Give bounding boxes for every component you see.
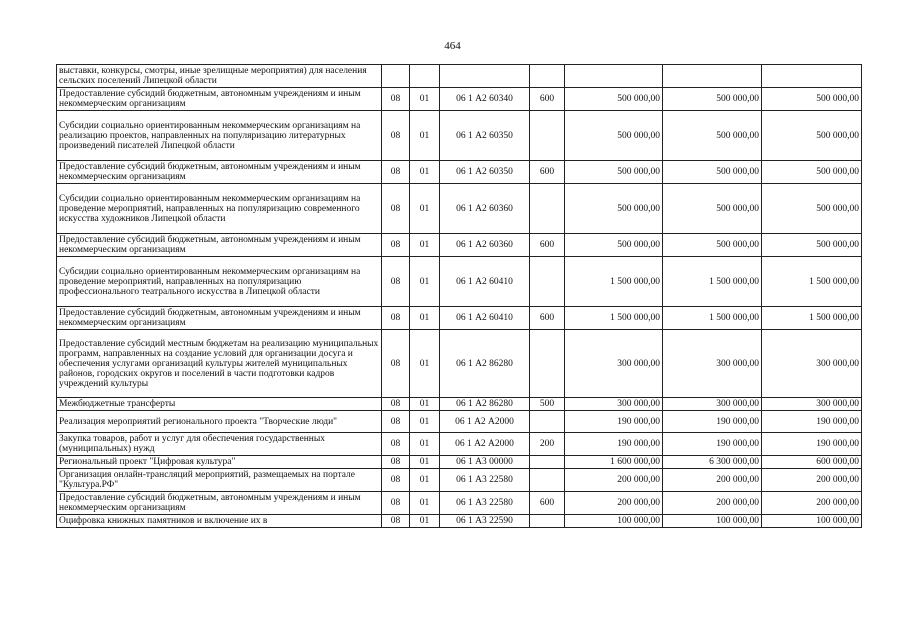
amount-year-2: 1 500 000,00: [663, 307, 762, 330]
target-article-code: 06 1 А3 22580: [440, 492, 530, 515]
section-code: [382, 65, 410, 88]
row-name: Предоставление субсидий местным бюджетам на реализацию муниципальных программ, направленных на создание условий для организации досуга и обеспечения услугами организаций культуры жителей муниципальных районов, городских округов и поселений в части подготовки кадров учреждений культуры: [57, 330, 382, 398]
amount-year-1: 200 000,00: [565, 492, 663, 515]
subsection-code: 01: [410, 515, 440, 528]
row-name: Региональный проект "Цифровая культура": [57, 456, 382, 469]
amount-year-2: 200 000,00: [663, 492, 762, 515]
expense-type-code: [530, 515, 565, 528]
row-name: Реализация мероприятий регионального проекта "Творческие люди": [57, 411, 382, 433]
amount-year-1: 190 000,00: [565, 411, 663, 433]
table-row: [57, 492, 862, 515]
amount-year-2: 1 500 000,00: [663, 257, 762, 307]
amount-year-3: 100 000,00: [762, 515, 862, 528]
amount-year-2: 300 000,00: [663, 330, 762, 398]
section-code: 08: [382, 88, 410, 111]
table-row: [57, 161, 862, 184]
target-article-code: 06 1 А2 60360: [440, 234, 530, 257]
section-code: 08: [382, 492, 410, 515]
amount-year-3: 1 500 000,00: [762, 307, 862, 330]
row-name: Предоставление субсидий бюджетным, автономным учреждениям и иным некоммерческим организациям: [57, 88, 382, 111]
section-code: 08: [382, 257, 410, 307]
target-article-code: 06 1 А2 А2000: [440, 411, 530, 433]
subsection-code: 01: [410, 111, 440, 161]
target-article-code: 06 1 А2 60350: [440, 111, 530, 161]
amount-year-1: 500 000,00: [565, 161, 663, 184]
section-code: 08: [382, 515, 410, 528]
table-row: [57, 398, 862, 411]
target-article-code: 06 1 А2 60410: [440, 307, 530, 330]
amount-year-1: 500 000,00: [565, 111, 663, 161]
amount-year-2: 300 000,00: [663, 398, 762, 411]
section-code: 08: [382, 161, 410, 184]
subsection-code: 01: [410, 234, 440, 257]
expense-type-code: [530, 257, 565, 307]
subsection-code: 01: [410, 88, 440, 111]
amount-year-1: 1 500 000,00: [565, 257, 663, 307]
expense-type-code: [530, 330, 565, 398]
target-article-code: 06 1 А2 А2000: [440, 433, 530, 456]
section-code: 08: [382, 330, 410, 398]
subsection-code: 01: [410, 184, 440, 234]
table-row: [57, 111, 862, 161]
amount-year-1: 300 000,00: [565, 330, 663, 398]
subsection-code: 01: [410, 257, 440, 307]
budget-table: [56, 64, 862, 528]
row-name: Оцифровка книжных памятников и включение их в: [57, 515, 382, 528]
amount-year-3: [762, 65, 862, 88]
amount-year-1: [565, 65, 663, 88]
row-name: Организация онлайн-трансляций мероприятий, размещаемых на портале "Культура.РФ": [57, 469, 382, 492]
section-code: 08: [382, 111, 410, 161]
row-name: Субсидии социально ориентированным некоммерческим организациям на проведение мероприятий, направленных на популяризацию современного искусства художников Липецкой области: [57, 184, 382, 234]
amount-year-3: 200 000,00: [762, 469, 862, 492]
amount-year-3: 500 000,00: [762, 184, 862, 234]
expense-type-code: 600: [530, 307, 565, 330]
table-row: [57, 515, 862, 528]
amount-year-3: 500 000,00: [762, 88, 862, 111]
subsection-code: 01: [410, 411, 440, 433]
amount-year-3: 190 000,00: [762, 411, 862, 433]
row-name: Субсидии социально ориентированным некоммерческим организациям на реализацию проектов, направленных на популяризацию литературных произведений писателей Липецкой области: [57, 111, 382, 161]
amount-year-2: [663, 65, 762, 88]
target-article-code: 06 1 А3 22590: [440, 515, 530, 528]
table-row: [57, 411, 862, 433]
expense-type-code: 500: [530, 398, 565, 411]
amount-year-3: 300 000,00: [762, 398, 862, 411]
expense-type-code: 600: [530, 234, 565, 257]
row-name: Межбюджетные трансферты: [57, 398, 382, 411]
table-row: [57, 330, 862, 398]
subsection-code: [410, 65, 440, 88]
amount-year-1: 500 000,00: [565, 88, 663, 111]
expense-type-code: 600: [530, 88, 565, 111]
table-row: [57, 469, 862, 492]
table-row: [57, 88, 862, 111]
target-article-code: 06 1 А2 86280: [440, 330, 530, 398]
target-article-code: 06 1 А2 60360: [440, 184, 530, 234]
expense-type-code: [530, 111, 565, 161]
expense-type-code: [530, 469, 565, 492]
expense-type-code: [530, 456, 565, 469]
section-code: 08: [382, 234, 410, 257]
row-name: Предоставление субсидий бюджетным, автономным учреждениям и иным некоммерческим организациям: [57, 234, 382, 257]
amount-year-2: 500 000,00: [663, 111, 762, 161]
amount-year-2: 6 300 000,00: [663, 456, 762, 469]
amount-year-3: 600 000,00: [762, 456, 862, 469]
amount-year-1: 300 000,00: [565, 398, 663, 411]
amount-year-3: 200 000,00: [762, 492, 862, 515]
target-article-code: 06 1 А2 60340: [440, 88, 530, 111]
expense-type-code: [530, 184, 565, 234]
subsection-code: 01: [410, 433, 440, 456]
expense-type-code: [530, 411, 565, 433]
amount-year-1: 1 600 000,00: [565, 456, 663, 469]
amount-year-2: 100 000,00: [663, 515, 762, 528]
expense-type-code: 200: [530, 433, 565, 456]
amount-year-3: 500 000,00: [762, 111, 862, 161]
expense-type-code: 600: [530, 161, 565, 184]
target-article-code: 06 1 А3 00000: [440, 456, 530, 469]
section-code: 08: [382, 411, 410, 433]
section-code: 08: [382, 307, 410, 330]
target-article-code: 06 1 А2 86280: [440, 398, 530, 411]
table-row: [57, 65, 862, 88]
row-name: Закупка товаров, работ и услуг для обеспечения государственных (муниципальных) нужд: [57, 433, 382, 456]
amount-year-2: 500 000,00: [663, 184, 762, 234]
amount-year-2: 500 000,00: [663, 88, 762, 111]
subsection-code: 01: [410, 307, 440, 330]
section-code: 08: [382, 433, 410, 456]
amount-year-2: 190 000,00: [663, 433, 762, 456]
amount-year-3: 190 000,00: [762, 433, 862, 456]
amount-year-1: 500 000,00: [565, 234, 663, 257]
table-row: [57, 184, 862, 234]
section-code: 08: [382, 456, 410, 469]
subsection-code: 01: [410, 161, 440, 184]
target-article-code: 06 1 А2 60350: [440, 161, 530, 184]
amount-year-2: 200 000,00: [663, 469, 762, 492]
expense-type-code: [530, 65, 565, 88]
page-number: 464: [444, 40, 461, 52]
amount-year-1: 1 500 000,00: [565, 307, 663, 330]
row-name: Предоставление субсидий бюджетным, автономным учреждениям и иным некоммерческим организациям: [57, 307, 382, 330]
row-name: Субсидии социально ориентированным некоммерческим организациям на проведение мероприятий, направленных на популяризацию профессионального театрального искусства в Липецкой области: [57, 257, 382, 307]
row-name: выставки, конкурсы, смотры, иные зрелищные мероприятия) для населения сельских поселений Липецкой области: [57, 65, 382, 88]
table-row: [57, 307, 862, 330]
target-article-code: 06 1 А2 60410: [440, 257, 530, 307]
table-row: [57, 234, 862, 257]
section-code: 08: [382, 184, 410, 234]
subsection-code: 01: [410, 398, 440, 411]
amount-year-1: 100 000,00: [565, 515, 663, 528]
table-row: [57, 456, 862, 469]
amount-year-3: 500 000,00: [762, 161, 862, 184]
subsection-code: 01: [410, 456, 440, 469]
section-code: 08: [382, 398, 410, 411]
target-article-code: [440, 65, 530, 88]
target-article-code: 06 1 А3 22580: [440, 469, 530, 492]
subsection-code: 01: [410, 469, 440, 492]
amount-year-2: 190 000,00: [663, 411, 762, 433]
expense-type-code: 600: [530, 492, 565, 515]
subsection-code: 01: [410, 330, 440, 398]
table-row: [57, 257, 862, 307]
amount-year-2: 500 000,00: [663, 161, 762, 184]
amount-year-2: 500 000,00: [663, 234, 762, 257]
amount-year-3: 1 500 000,00: [762, 257, 862, 307]
row-name: Предоставление субсидий бюджетным, автономным учреждениям и иным некоммерческим организациям: [57, 161, 382, 184]
section-code: 08: [382, 469, 410, 492]
table-row: [57, 433, 862, 456]
amount-year-3: 500 000,00: [762, 234, 862, 257]
amount-year-1: 190 000,00: [565, 433, 663, 456]
row-name: Предоставление субсидий бюджетным, автономным учреждениям и иным некоммерческим организациям: [57, 492, 382, 515]
subsection-code: 01: [410, 492, 440, 515]
amount-year-1: 200 000,00: [565, 469, 663, 492]
amount-year-3: 300 000,00: [762, 330, 862, 398]
amount-year-1: 500 000,00: [565, 184, 663, 234]
